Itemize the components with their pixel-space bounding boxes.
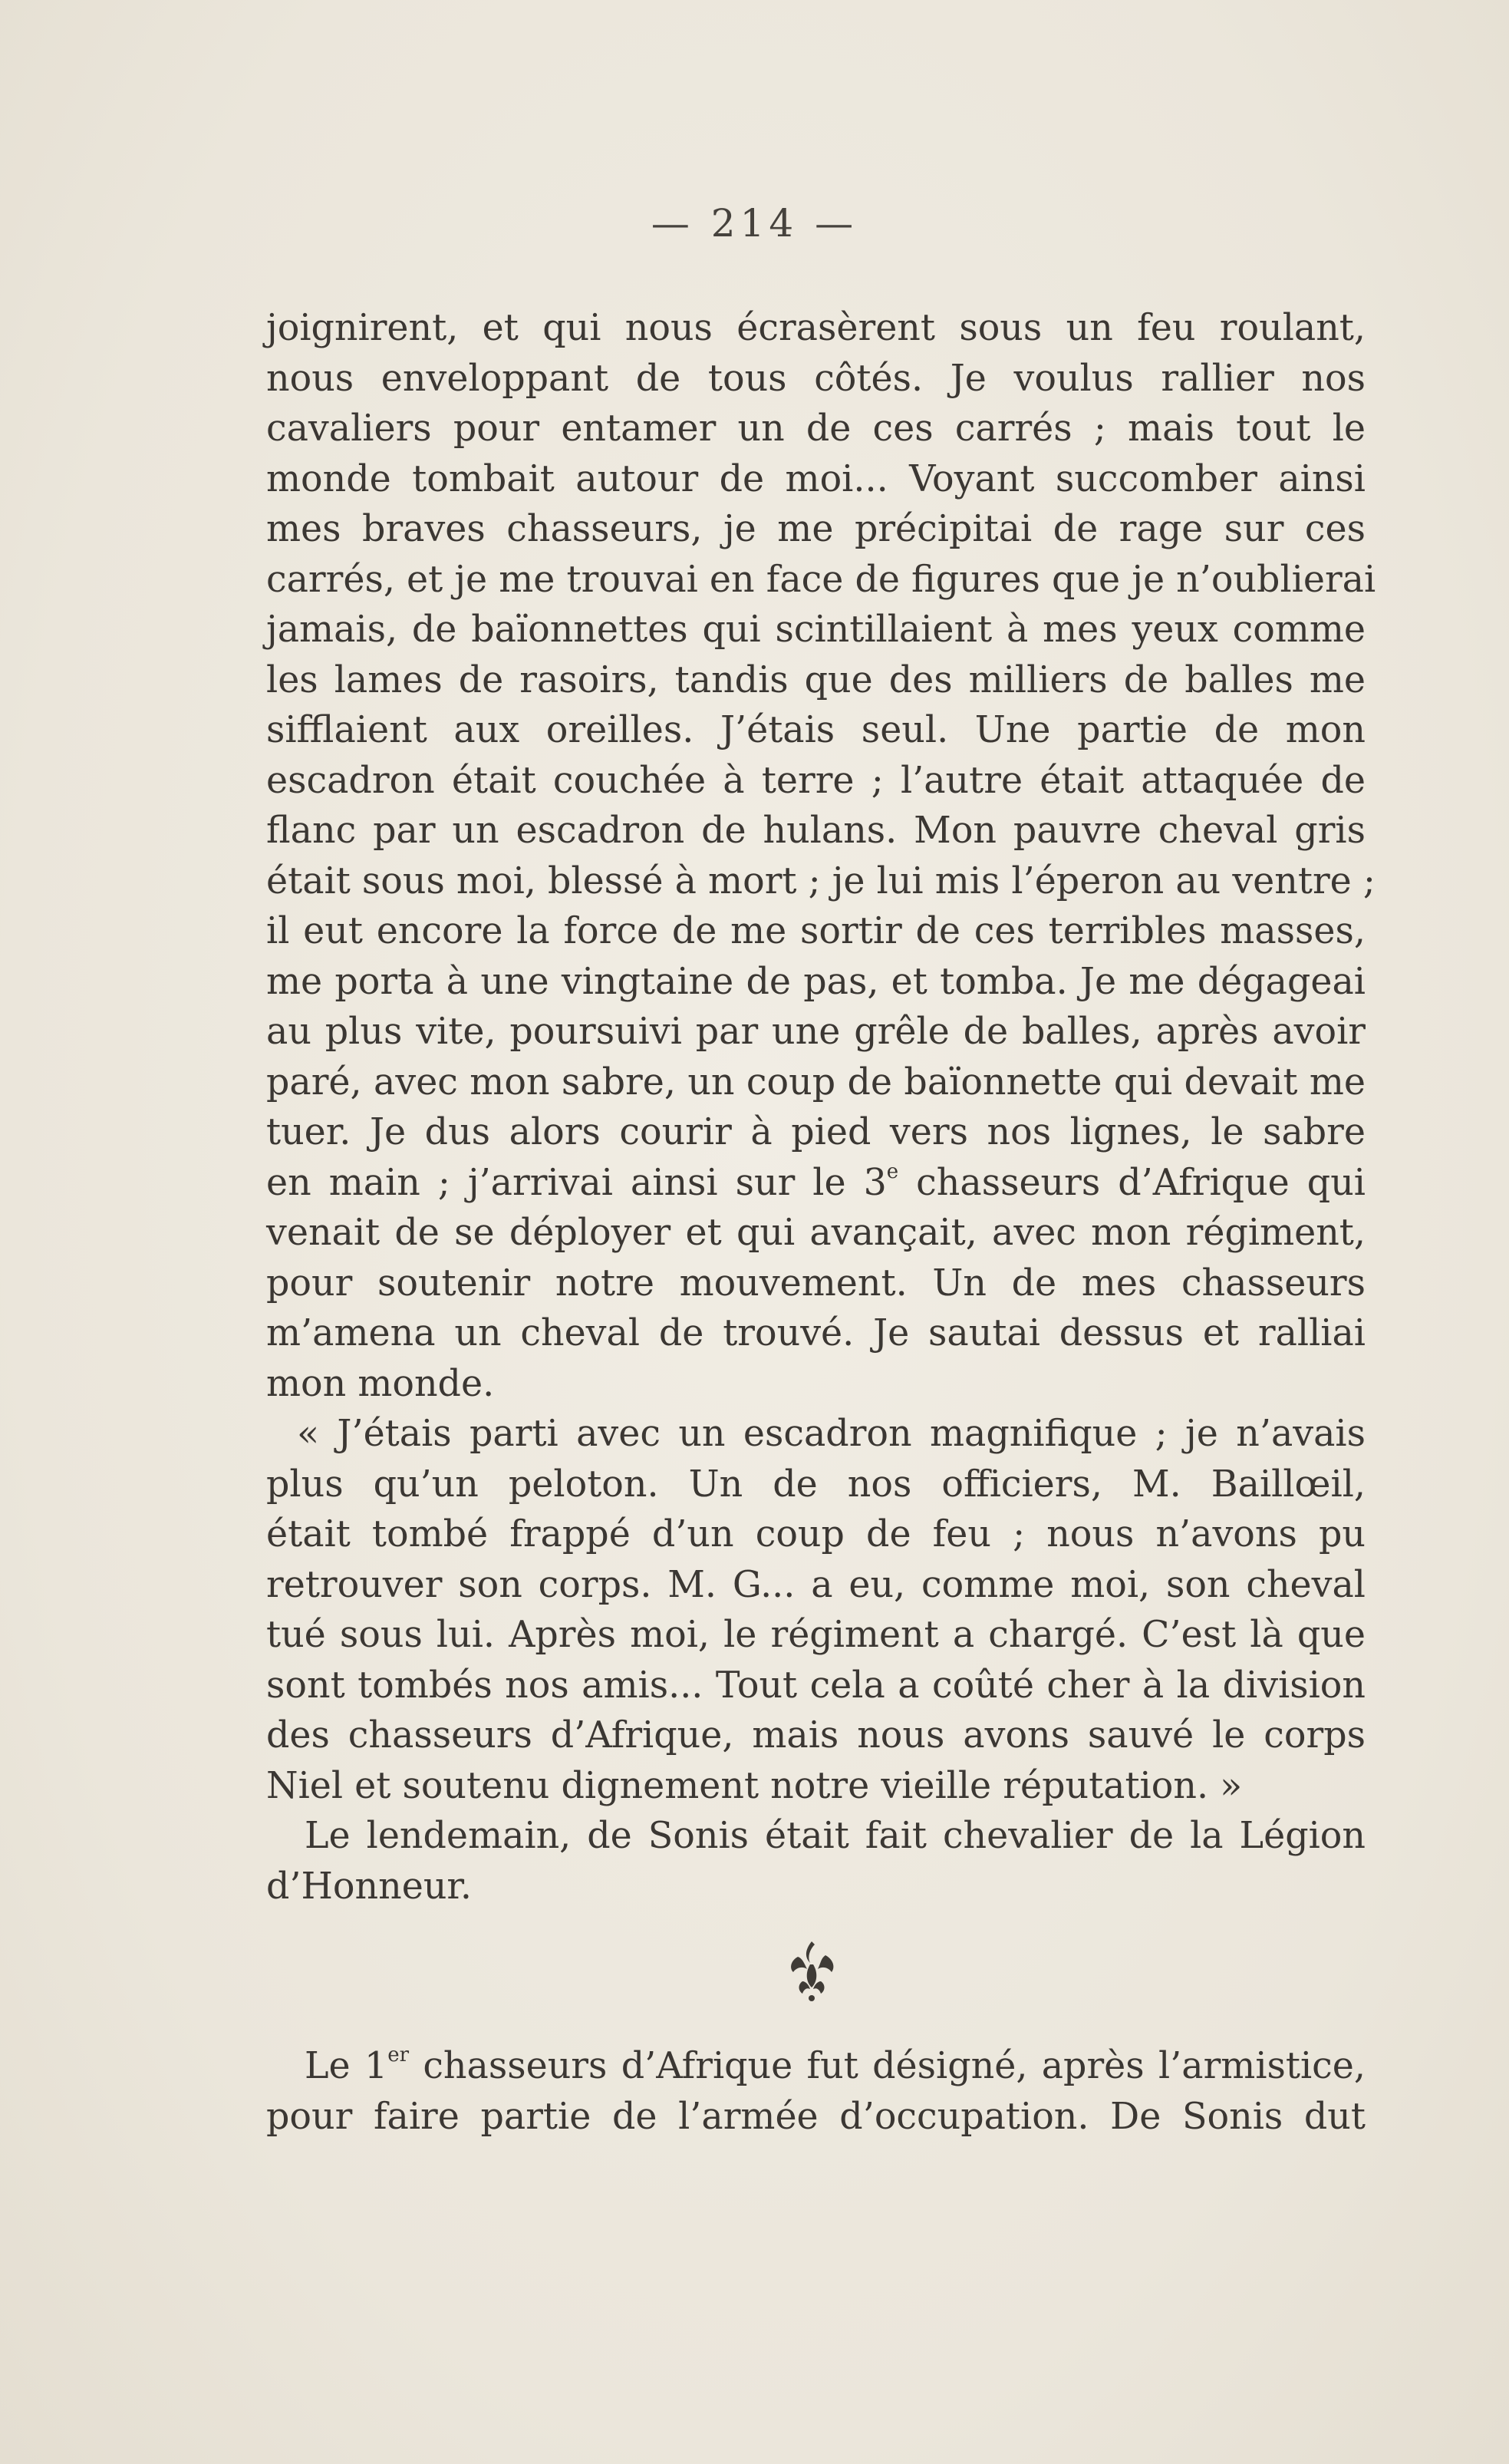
text-line: nous enveloppant de tous côtés. Je voulus rallier nos [266, 357, 1366, 400]
text-line: flanc par un escadron de hulans. Mon pauvre cheval gris [266, 810, 1366, 852]
text-line: pour soutenir notre mouvement. Un de mes chasseurs [266, 1262, 1366, 1305]
text-line: paré, avec mon sabre, un coup de baïonnette qui devait me [266, 1060, 1366, 1103]
text-line: cavaliers pour entamer un de ces carrés ; mais tout le [266, 407, 1366, 450]
text-line: plus qu’un peloton. Un de nos officiers, M. Baillœil, [266, 1463, 1366, 1506]
text-line: me porta à une vingtaine de pas, et tomba. Je me dégageai [266, 960, 1366, 1003]
text-line: Niel et soutenu dignement notre vieille réputation. » [266, 1764, 1243, 1807]
page-number: — 214 — [651, 201, 858, 246]
line-fragment: chasseurs d’Afrique qui [898, 1161, 1366, 1204]
text-line: sifflaient aux oreilles. J’étais seul. Une partie de mon [266, 709, 1366, 751]
text-line: escadron était couchée à terre ; l’autre était attaquée de [266, 759, 1366, 802]
text-line: les lames de rasoirs, tandis que des milliers de balles me [266, 658, 1366, 701]
text-line-with-superscript [266, 2041, 1366, 2092]
next-paragraph [266, 2041, 1366, 2142]
text-line: mes braves chasseurs, je me précipitai de rage sur ces [266, 508, 1366, 550]
text-line: venait de se déployer et qui avançait, avec mon régiment, [266, 1212, 1366, 1254]
text-line: mon monde. [266, 1362, 495, 1405]
superscript: e [886, 1159, 899, 1183]
line-fragment: en main ; j’arrivai ainsi sur le 3 [266, 1161, 887, 1204]
text-line: m’amena un cheval de trouvé. Je sautai dessus et ralliai [266, 1312, 1366, 1354]
text-line: pour faire partie de l’armée d’occupation. De Sonis dut [266, 2095, 1366, 2138]
text-line: tué sous lui. Après moi, le régiment a chargé. C’est là que [266, 1614, 1366, 1656]
text-line: d’Honneur. [266, 1865, 472, 1908]
line-fragment: Le 1 [305, 2045, 388, 2087]
text-line: sont tombés nos amis... Tout cela a coûté cher à la division [266, 1664, 1366, 1707]
text-line: « J’étais parti avec un escadron magnifique ; je n’avais [297, 1413, 1366, 1455]
text-line: retrouver son corps. M. G... a eu, comme moi, son cheval [266, 1563, 1366, 1606]
text-line: au plus vite, poursuivi par une grêle de balles, après avoir [266, 1011, 1366, 1053]
text-line: joignirent, et qui nous écrasèrent sous un feu roulant, [266, 307, 1366, 349]
line-fragment: chasseurs d’Afrique fut désigné, après l’armistice, [409, 2045, 1366, 2087]
text-line-with-superscript [266, 1158, 1366, 1209]
text-line: carrés, et je me trouvai en face de figures que je n’oublierai [266, 558, 1376, 601]
text-line: monde tombait autour de moi... Voyant succomber ainsi [266, 457, 1366, 500]
text-line: jamais, de baïonnettes qui scintillaient à mes yeux comme [266, 609, 1366, 651]
text-line: il eut encore la force de me sortir de ces terribles masses, [266, 910, 1366, 952]
text-line: des chasseurs d’Afrique, mais nous avons sauvé le corps [266, 1714, 1366, 1756]
text-line: tuer. Je dus alors courir à pied vers nos lignes, le sabre [266, 1111, 1366, 1153]
superscript: er [387, 2043, 410, 2067]
text-line: était sous moi, blessé à mort ; je lui mis l’éperon au ventre ; [266, 859, 1376, 902]
text-line: était tombé frappé d’un coup de feu ; nous n’avons pu [266, 1513, 1366, 1555]
text-line: Le lendemain, de Sonis était fait chevalier de la Légion [305, 1815, 1366, 1857]
fleuron-ornament-icon [775, 1934, 848, 2007]
body-text [266, 303, 1376, 1911]
